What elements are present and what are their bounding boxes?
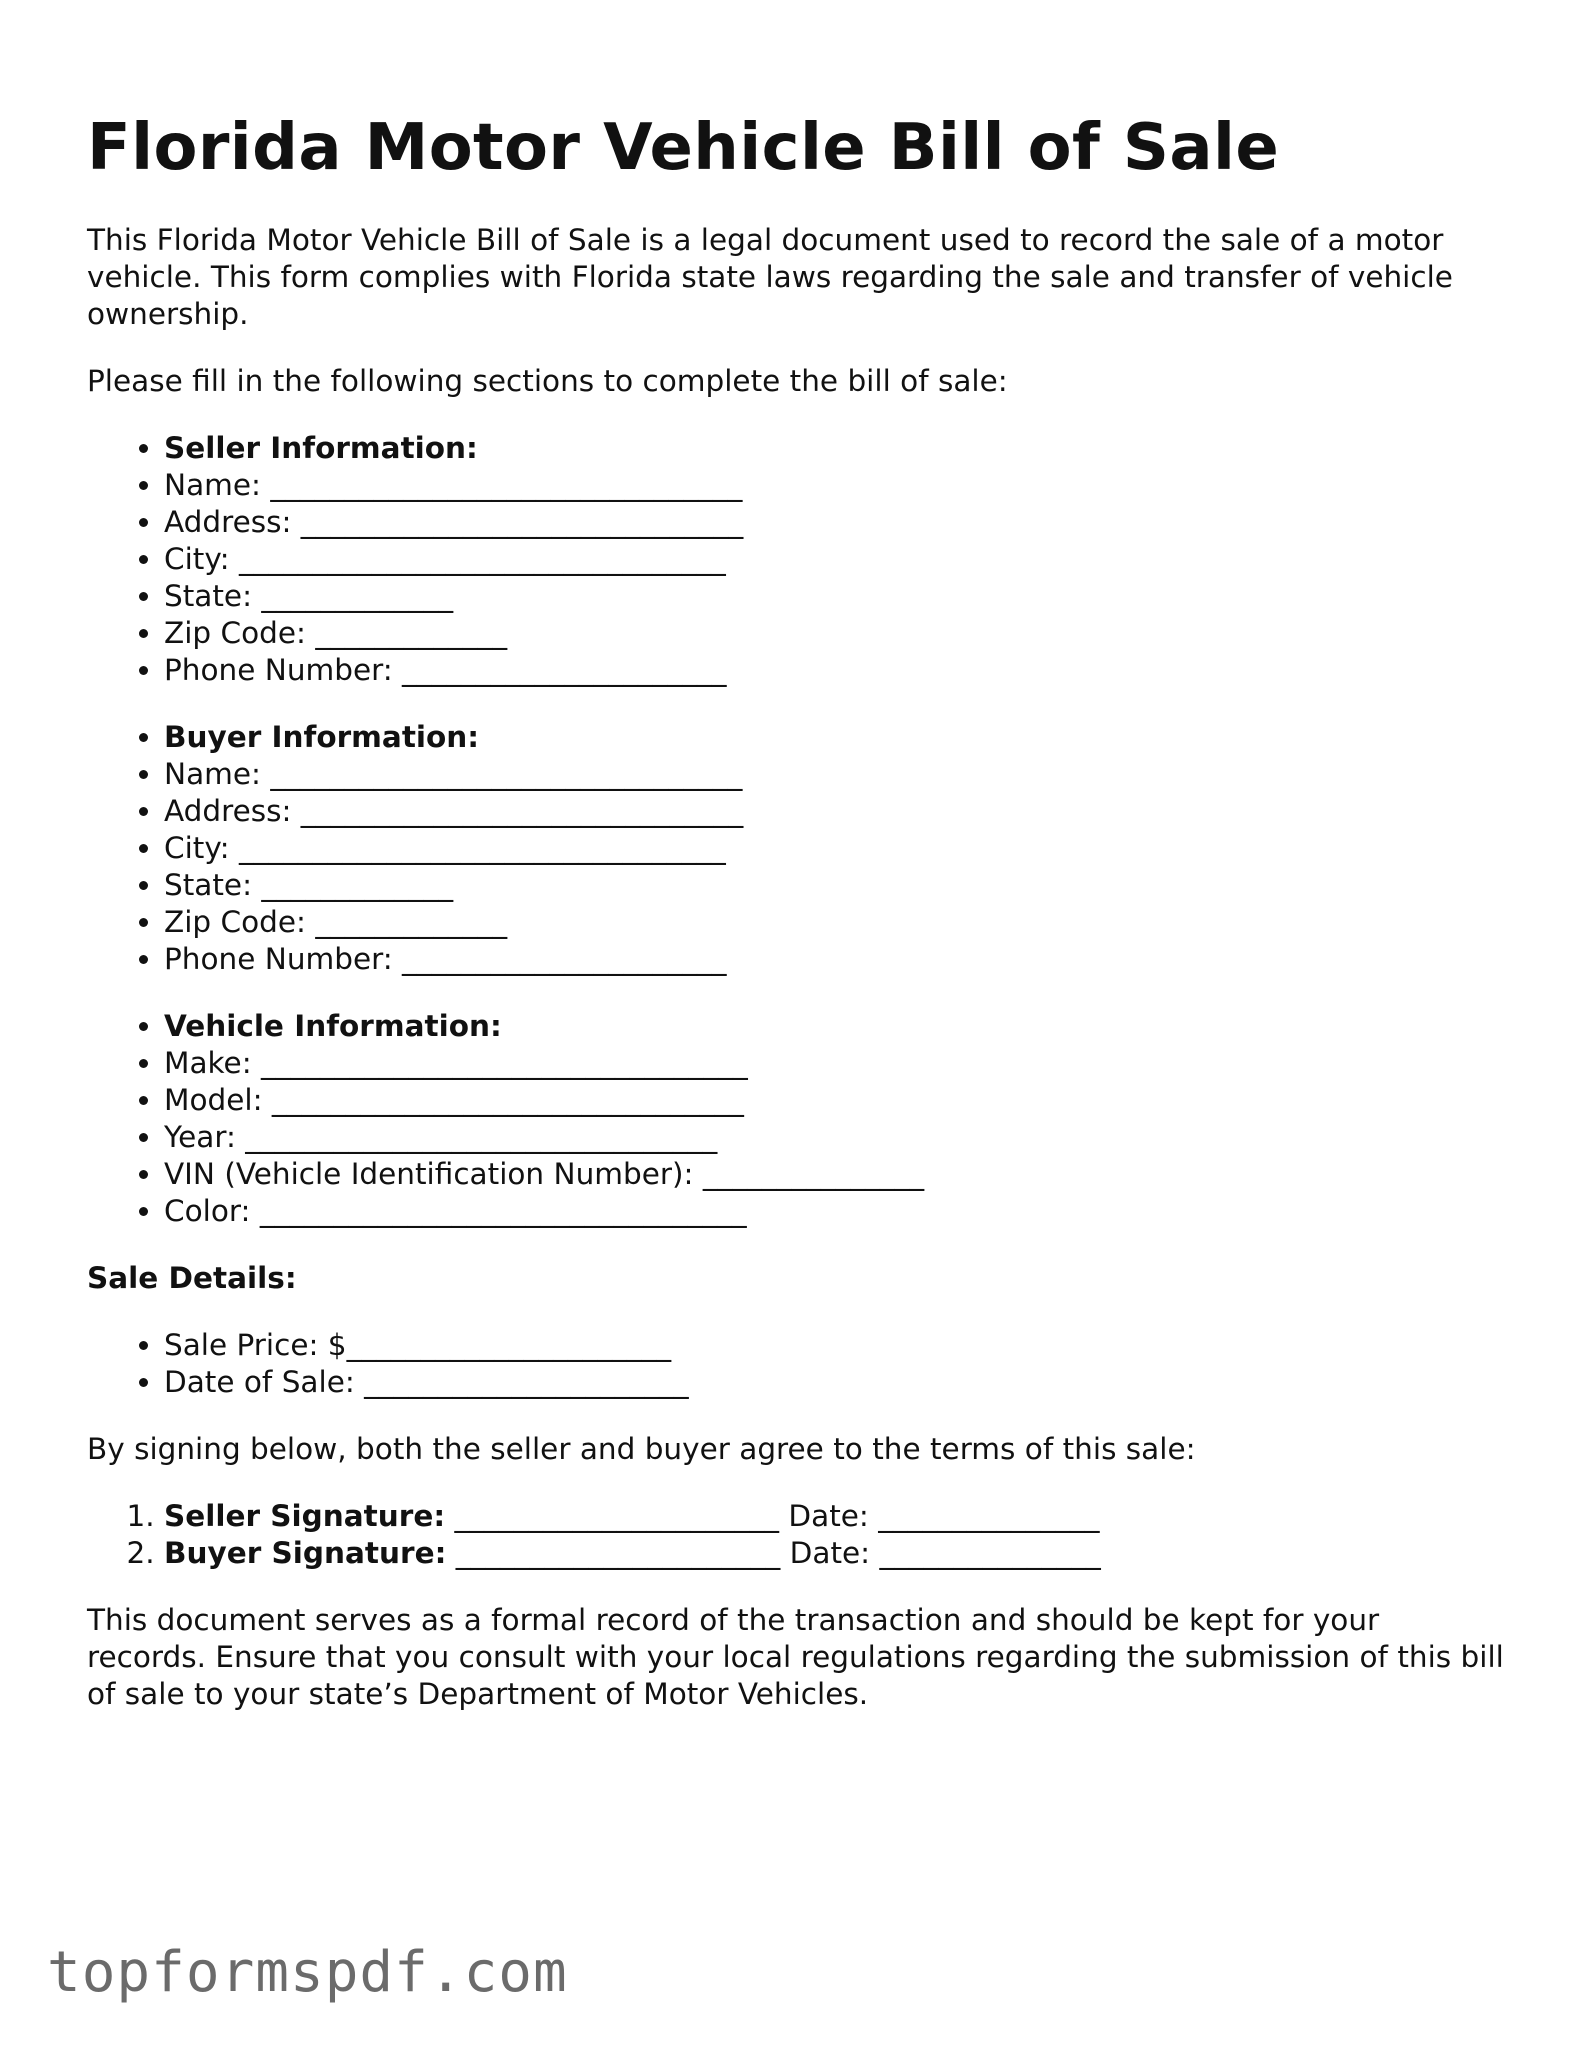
buyer-city-field: • City: _________________________________ [164,830,1507,867]
sale-date-field: • Date of Sale: ______________________ [164,1364,1507,1401]
seller-section [87,430,1507,689]
buyer-phone-field: • Phone Number: ______________________ [164,941,1507,978]
buyer-heading: • Buyer Information: [164,719,1507,756]
sale-details-heading: Sale Details: [87,1261,297,1295]
document-page [87,108,1507,1743]
seller-heading: • Seller Information: [164,430,1507,467]
watermark: topformspdf.com [47,1940,568,2005]
buyer-section [87,719,1507,978]
intro-paragraph: This Florida Motor Vehicle Bill of Sale is a legal document used to record the sale of a motor vehicle. This form complies with Florida state laws regarding the sale and transfer of vehicle ownership. [87,223,1453,331]
closing-paragraph: This document serves as a formal record of the transaction and should be kept for your records. Ensure that you consult with your local regulations regarding the submission of this bill of sale to your state’s Department of Motor Vehicles. [87,1603,1504,1711]
buyer-signature-line [164,1535,1507,1572]
buyer-name-field: • Name: ________________________________ [164,756,1507,793]
buyer-signature-label: Buyer Signature: [164,1536,447,1570]
vehicle-section [87,1008,1507,1230]
buyer-state-field: • State: _____________ [164,867,1507,904]
instruction-paragraph: Please fill in the following sections to complete the bill of sale: [87,364,1008,398]
seller-signature-label: Seller Signature: [164,1499,446,1533]
seller-phone-field: • Phone Number: ______________________ [164,652,1507,689]
sale-price-field: • Sale Price: $______________________ [164,1327,1507,1364]
seller-name-field: • Name: ________________________________ [164,467,1507,504]
signing-intro: By signing below, both the seller and buyer agree to the terms of this sale: [87,1432,1196,1466]
seller-address-field: • Address: ______________________________ [164,504,1507,541]
vehicle-year-field: • Year: ________________________________ [164,1119,1507,1156]
vehicle-color-field: • Color: _________________________________ [164,1193,1507,1230]
seller-zip-field: • Zip Code: _____________ [164,615,1507,652]
vehicle-heading: • Vehicle Information: [164,1008,1507,1045]
sale-section [87,1327,1507,1401]
seller-signature-blank: ______________________ Date: _______________ [445,1499,1100,1533]
buyer-signature-blank: ______________________ Date: _______________ [446,1536,1101,1570]
seller-city-field: • City: _________________________________ [164,541,1507,578]
seller-state-field: • State: _____________ [164,578,1507,615]
vehicle-model-field: • Model: ________________________________ [164,1082,1507,1119]
signature-list [87,1498,1507,1572]
vehicle-make-field: • Make: _________________________________ [164,1045,1507,1082]
buyer-address-field: • Address: ______________________________ [164,793,1507,830]
buyer-zip-field: • Zip Code: _____________ [164,904,1507,941]
vehicle-vin-field: • VIN (Vehicle Identification Number): _______________ [164,1156,1507,1193]
seller-signature-line [164,1498,1507,1535]
page-title: Florida Motor Vehicle Bill of Sale [87,111,1280,185]
